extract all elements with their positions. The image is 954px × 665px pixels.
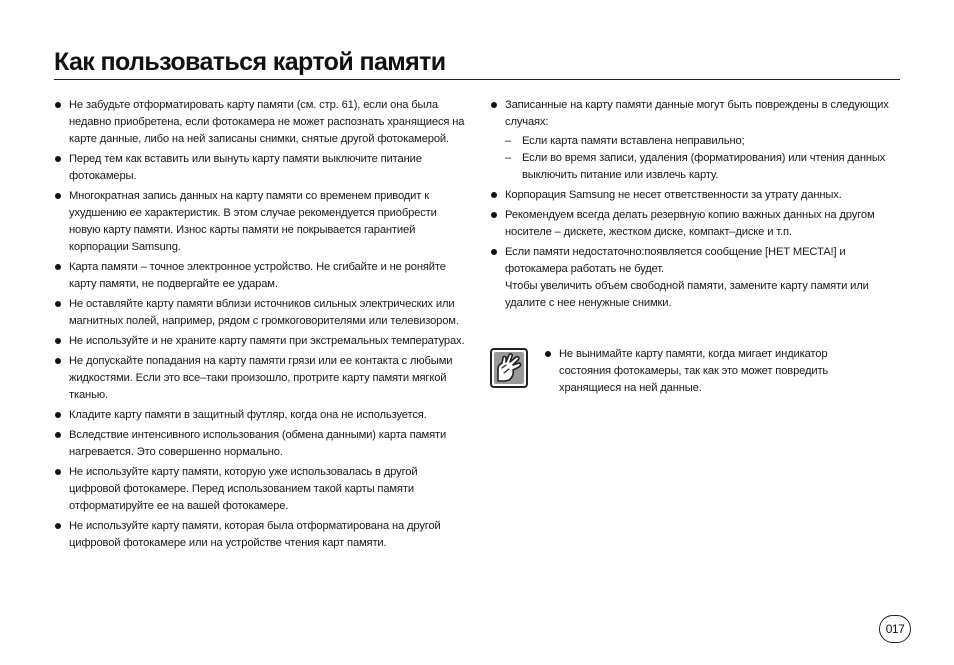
full-memory-tip: Чтобы увеличить объем свободной памяти, замените карту памяти или удалите с нее ненужные снимки. [505, 280, 869, 309]
dash-item [505, 133, 890, 150]
dash-mark: – [505, 135, 512, 147]
dash-item-text: Если карта памяти вставлена неправильно; [522, 135, 745, 147]
list-item: Перед тем как вставить или вынуть карту памяти выключите питание фотокамеры. [54, 151, 470, 185]
list-item: Не используйте и не храните карту памяти при экстремальных температурах. [54, 333, 470, 350]
dash-item [505, 150, 890, 184]
damage-cases-list [505, 133, 890, 184]
title-divider [54, 79, 900, 80]
list-item: Не используйте карту памяти, которую уже использовалась в другой цифровой фотокамере. Перед использованием такой карты памяти отформатируйте ее на вашей фотокамере. [54, 464, 470, 515]
note-item: Не вынимайте карту памяти, когда мигает индикатор состояния фотокамеры, так как это может повредить хранящиеся на ней данные. [544, 346, 874, 397]
list-item: Не допускайте попадания на карту памяти грязи или ее контакта с любыми жидкостями. Если это все–таки произошло, протрите карту памяти мягкой тканью. [54, 353, 470, 404]
page-title: Как пользоваться картой памяти [54, 48, 446, 76]
list-item: Многократная запись данных на карту памяти со временем приводит к ухудшению ее характеристик. В этом случае рекомендуется приобрести новую карту памяти. Износ карты памяти не покрывается гарантией корпорации Samsung. [54, 188, 470, 256]
left-bullet-list [54, 97, 470, 552]
dash-mark: – [505, 152, 512, 164]
list-item-liability: Корпорация Samsung не несет ответственности за утрату данных. [490, 187, 890, 204]
page-number-badge: 017 [879, 615, 911, 643]
list-item: Не используйте карту памяти, которая была отформатирована на другой цифровой фотокамере или на устройстве чтения карт памяти. [54, 518, 470, 552]
right-bullet-list [490, 97, 890, 312]
list-item: Кладите карту памяти в защитный футляр, когда она не используется. [54, 407, 470, 424]
full-memory-text: Если памяти недостаточно:появляется сообщение [НЕТ МЕСТА!] и фотокамера работать не будет. [505, 246, 846, 275]
list-item: Карта памяти – точное электронное устройство. Не сгибайте и не роняйте карту памяти, не подвергайте ее ударам. [54, 259, 470, 293]
list-item: Не забудьте отформатировать карту памяти (см. стр. 61), если она была недавно приобретена, если фотокамера не может распознать хранящиеся на карте данные, либо на ней записаны снимки, снятые другой фотокамерой. [54, 97, 470, 148]
caution-note [490, 346, 890, 406]
note-hand-icon [490, 348, 528, 388]
list-item-full-memory [490, 244, 890, 312]
list-item-backup: Рекомендуем всегда делать резервную копию важных данных на другом носителе – дискете, жестком диске, компакт–диске и т.п. [490, 207, 890, 241]
note-bullet-list [544, 346, 874, 397]
list-item-data-damage [490, 97, 890, 184]
dash-item-text: Если во время записи, удаления (форматирования) или чтения данных выключить питание или извлечь карту. [522, 152, 886, 181]
note-content [544, 346, 874, 400]
right-column [490, 97, 890, 315]
left-column [54, 97, 470, 555]
list-item: Вследствие интенсивного использования (обмена данными) карта памяти нагревается. Это совершенно нормально. [54, 427, 470, 461]
list-item: Не оставляйте карту памяти вблизи источников сильных электрических или магнитных полей, например, рядом с громкоговорителями или телевизором. [54, 296, 470, 330]
data-damage-intro: Записанные на карту памяти данные могут быть повреждены в следующих случаях: [505, 99, 889, 128]
